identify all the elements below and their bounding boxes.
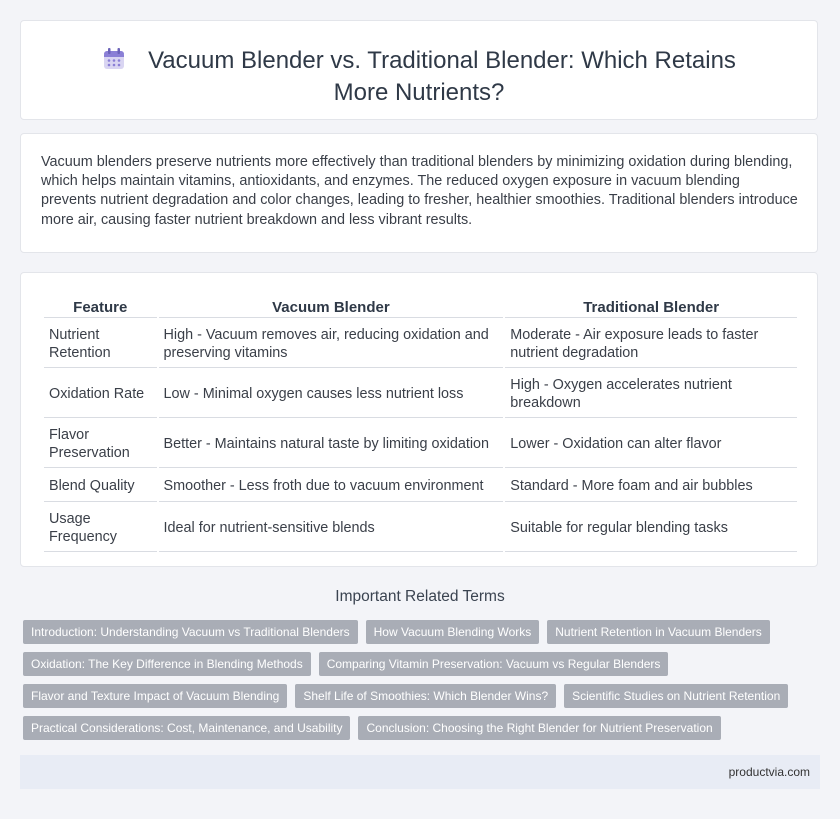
cell-traditional: High - Oxygen accelerates nutrient breakdown (505, 370, 797, 418)
cell-vacuum: High - Vacuum removes air, reducing oxidation and preserving vitamins (159, 320, 504, 368)
cell-vacuum: Smoother - Less froth due to vacuum environment (159, 470, 504, 502)
table-row (44, 420, 797, 468)
term-chip[interactable]: Comparing Vitamin Preservation: Vacuum vs Regular Blenders (319, 652, 669, 676)
term-row (23, 716, 813, 740)
cell-feature: Flavor Preservation (44, 420, 157, 468)
related-terms (23, 620, 813, 748)
cell-vacuum: Low - Minimal oxygen causes less nutrient loss (159, 370, 504, 418)
cell-feature: Oxidation Rate (44, 370, 157, 418)
header-vacuum: Vacuum Blender (159, 297, 504, 318)
comparison-table (42, 295, 799, 554)
comparison-card (20, 272, 818, 567)
cell-traditional: Lower - Oxidation can alter flavor (505, 420, 797, 468)
cell-vacuum: Ideal for nutrient-sensitive blends (159, 504, 504, 552)
term-chip[interactable]: Nutrient Retention in Vacuum Blenders (547, 620, 770, 644)
header-card (20, 20, 818, 120)
term-row (23, 684, 813, 708)
intro-paragraph: Vacuum blenders preserve nutrients more effectively than traditional blenders by minimizing oxidation during blending, which helps maintain vitamins, antioxidants, and enzymes. The reduced oxygen exposure in vacuum blending prevents nutrient degradation and color changes, leading to fresher, healthier smoothies. Traditional blenders introduce more air, causing faster nutrient breakdown and less vibrant results. (41, 154, 798, 228)
cell-feature: Nutrient Retention (44, 320, 157, 368)
term-row (23, 652, 813, 676)
intro-card (20, 133, 818, 253)
cell-traditional: Suitable for regular blending tasks (505, 504, 797, 552)
page-title: Vacuum Blender vs. Traditional Blender: Which Retains More Nutrients? (148, 47, 736, 106)
footer (20, 755, 820, 789)
footer-site-link[interactable]: productvia.com (728, 765, 810, 779)
table-row (44, 320, 797, 368)
table-row (44, 504, 797, 552)
cell-vacuum: Better - Maintains natural taste by limiting oxidation (159, 420, 504, 468)
table-row (44, 370, 797, 418)
term-chip[interactable]: Oxidation: The Key Difference in Blending Methods (23, 652, 311, 676)
calendar-icon (102, 47, 126, 78)
term-chip[interactable]: Introduction: Understanding Vacuum vs Traditional Blenders (23, 620, 358, 644)
page-title-wrap (81, 46, 757, 107)
cell-traditional: Moderate - Air exposure leads to faster nutrient degradation (505, 320, 797, 368)
table-header-row (44, 297, 797, 318)
term-chip[interactable]: Shelf Life of Smoothies: Which Blender Wins? (295, 684, 556, 708)
cell-feature: Blend Quality (44, 470, 157, 502)
term-row (23, 620, 813, 644)
term-chip[interactable]: Practical Considerations: Cost, Maintenance, and Usability (23, 716, 350, 740)
term-chip[interactable]: Scientific Studies on Nutrient Retention (564, 684, 788, 708)
related-terms-title: Important Related Terms (335, 588, 505, 605)
table-row (44, 470, 797, 502)
cell-feature: Usage Frequency (44, 504, 157, 552)
header-feature: Feature (44, 297, 157, 318)
term-chip[interactable]: Flavor and Texture Impact of Vacuum Blending (23, 684, 287, 708)
term-chip[interactable]: How Vacuum Blending Works (366, 620, 540, 644)
cell-traditional: Standard - More foam and air bubbles (505, 470, 797, 502)
header-traditional: Traditional Blender (505, 297, 797, 318)
term-chip[interactable]: Conclusion: Choosing the Right Blender for Nutrient Preservation (358, 716, 720, 740)
